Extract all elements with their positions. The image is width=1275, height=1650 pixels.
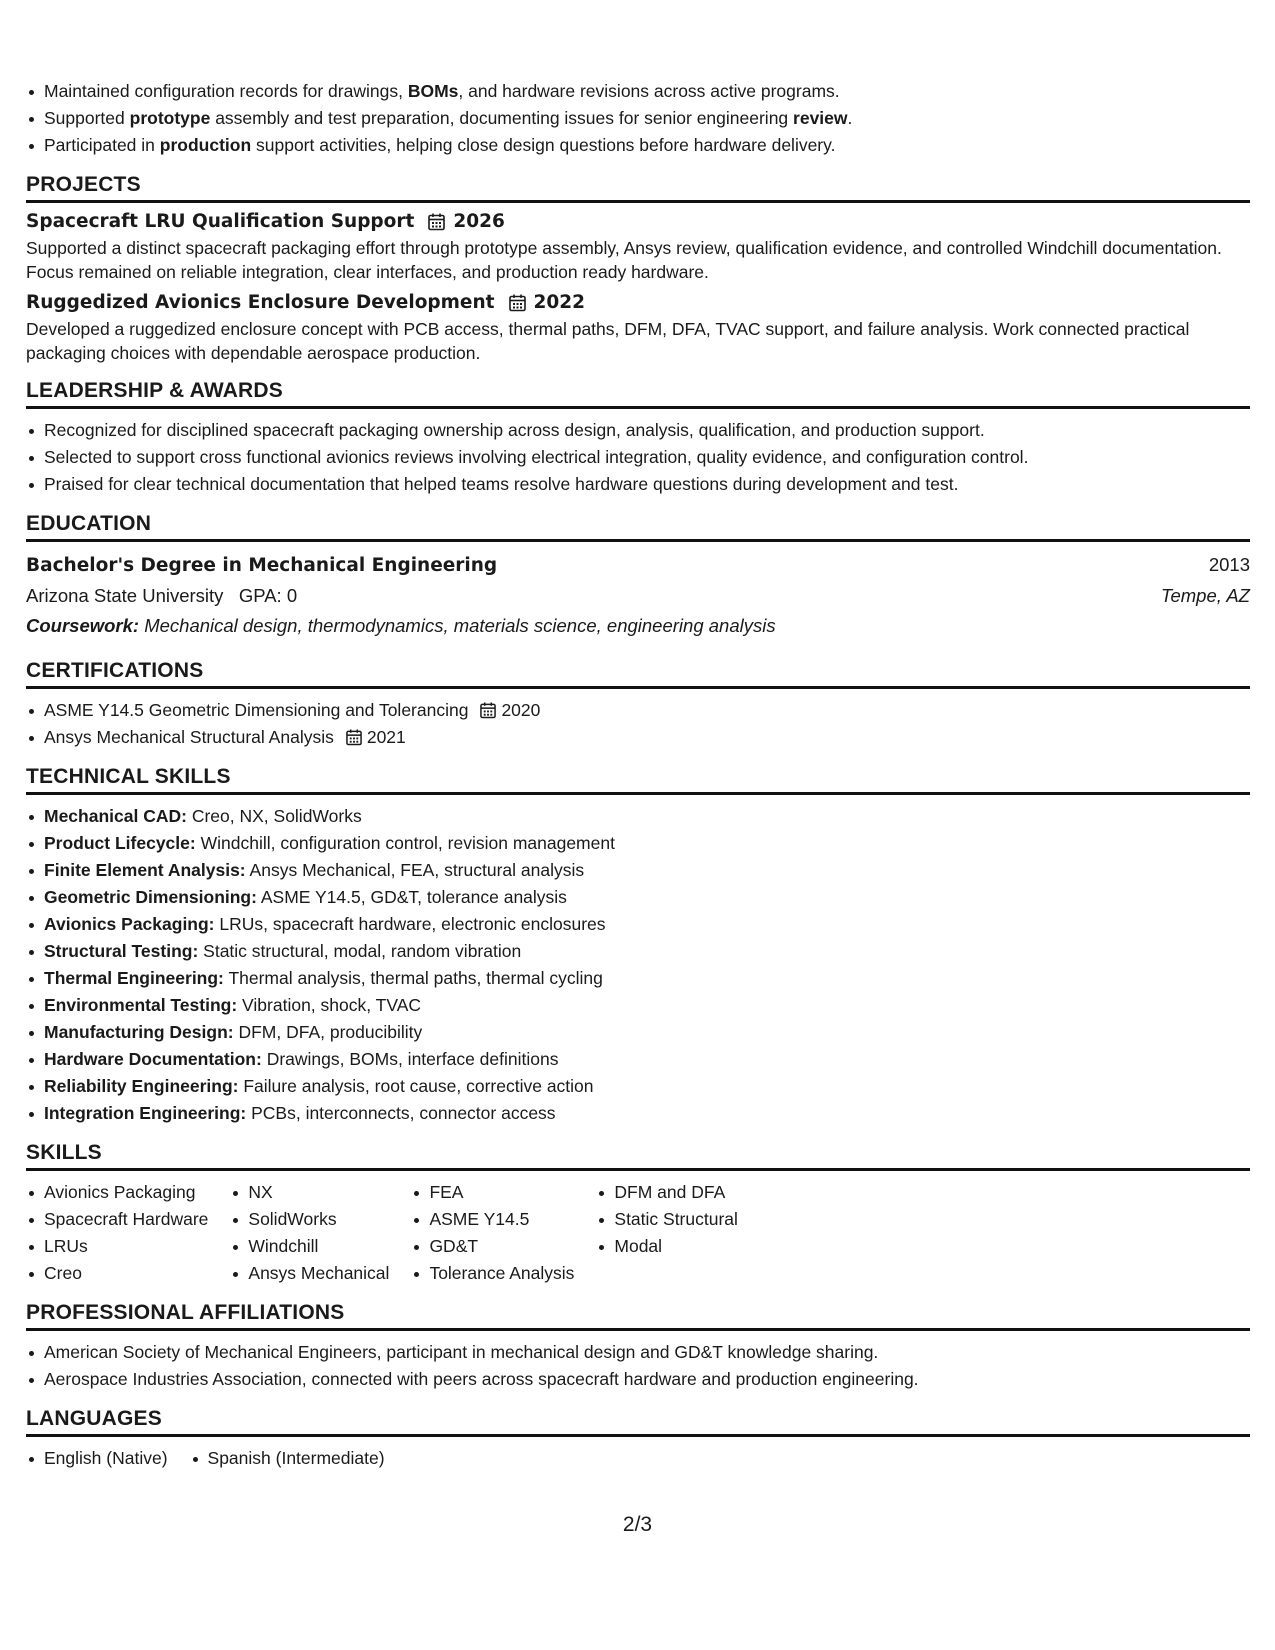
skill-item: Creo — [26, 1260, 208, 1287]
skill-item: Avionics Packaging — [26, 1179, 208, 1206]
skills-column — [230, 1179, 389, 1287]
skills-column — [596, 1179, 738, 1287]
list-item: Spanish (Intermediate) — [190, 1445, 385, 1472]
skill-item: Tolerance Analysis — [411, 1260, 574, 1287]
skills-column — [26, 1179, 208, 1287]
calendar-icon — [428, 213, 445, 231]
list-item — [26, 697, 1250, 724]
skill-item: NX — [230, 1179, 389, 1206]
school-location: Tempe, AZ — [1160, 585, 1250, 606]
technical-skill-item: Manufacturing Design: DFM, DFA, producibility — [26, 1019, 1250, 1046]
project-name: Ruggedized Avionics Enclosure Development — [26, 292, 495, 313]
certification-year: 2021 — [366, 727, 406, 747]
education-heading: EDUCATION — [26, 512, 1250, 542]
experience-bullet: Supported prototype assembly and test preparation, documenting issues for senior engineering review. — [26, 105, 1250, 132]
skill-item: Static Structural — [596, 1206, 738, 1233]
graduation-year: 2013 — [1208, 554, 1250, 575]
experience-bullets — [26, 78, 1250, 159]
skill-item: LRUs — [26, 1233, 208, 1260]
technical-skill-item: Reliability Engineering: Failure analysis, root cause, corrective action — [26, 1073, 1250, 1100]
calendar-icon — [480, 702, 496, 719]
project-year: 2026 — [453, 211, 505, 232]
project-item — [26, 211, 1250, 284]
skill-item: Windchill — [230, 1233, 389, 1260]
list-item: Selected to support cross functional avionics reviews involving electrical integration, quality evidence, and configuration control. — [26, 444, 1250, 471]
resume-page — [26, 78, 1250, 1472]
technical-skill-item: Thermal Engineering: Thermal analysis, thermal paths, thermal cycling — [26, 965, 1250, 992]
skill-item: Ansys Mechanical — [230, 1260, 389, 1287]
list-item: Aerospace Industries Association, connected with peers across spacecraft hardware and production engineering. — [26, 1366, 1250, 1393]
certification-year: 2020 — [501, 700, 541, 720]
technical-skill-item: Geometric Dimensioning: ASME Y14.5, GD&T, tolerance analysis — [26, 884, 1250, 911]
list-item: American Society of Mechanical Engineers, participant in mechanical design and GD&T knowledge sharing. — [26, 1339, 1250, 1366]
skill-item: Modal — [596, 1233, 738, 1260]
technical-skill-item: Structural Testing: Static structural, modal, random vibration — [26, 938, 1250, 965]
leadership-list — [26, 417, 1250, 498]
skills-heading: SKILLS — [26, 1141, 1250, 1171]
skills-column — [411, 1179, 574, 1287]
leadership-heading: LEADERSHIP & AWARDS — [26, 379, 1250, 409]
coursework: Mechanical design, thermodynamics, materials science, engineering analysis — [144, 615, 776, 636]
list-item: English (Native) — [26, 1445, 168, 1472]
project-description: Developed a ruggedized enclosure concept with PCB access, thermal paths, DFM, DFA, TVAC support, and failure analysis. Work connected practical packaging choices with dependable aerospace production. — [26, 319, 1190, 363]
skills-grid — [26, 1179, 1250, 1287]
calendar-icon — [509, 294, 526, 312]
list-item — [26, 724, 1250, 751]
project-item — [26, 292, 1250, 365]
certifications-heading: CERTIFICATIONS — [26, 659, 1250, 689]
experience-bullet: Maintained configuration records for drawings, BOMs, and hardware revisions across active programs. — [26, 78, 1250, 105]
list-item: Recognized for disciplined spacecraft packaging ownership across design, analysis, qualification, and production support. — [26, 417, 1250, 444]
technical-skills-list — [26, 803, 1250, 1127]
projects-heading: PROJECTS — [26, 173, 1250, 203]
degree: Bachelor's Degree in Mechanical Engineering — [26, 555, 498, 576]
page-number: 2/3 — [622, 1513, 653, 1536]
list-item: Praised for clear technical documentation that helped teams resolve hardware questions during development and test. — [26, 471, 1250, 498]
coursework-label: Coursework: — [26, 615, 140, 636]
certification-name: Ansys Mechanical Structural Analysis — [44, 727, 334, 747]
project-name: Spacecraft LRU Qualification Support — [26, 211, 415, 232]
technical-skill-item: Avionics Packaging: LRUs, spacecraft hardware, electronic enclosures — [26, 911, 1250, 938]
technical-skill-item: Mechanical CAD: Creo, NX, SolidWorks — [26, 803, 1250, 830]
education-entry — [26, 550, 1250, 641]
gpa: GPA: 0 — [238, 585, 298, 606]
project-description: Supported a distinct spacecraft packaging effort through prototype assembly, Ansys review, qualification evidence, and controlled Windchill documentation. Focus remained on reliable integration, clear interfaces, and production ready hardware. — [26, 238, 1222, 282]
skill-item: FEA — [411, 1179, 574, 1206]
skill-item: ASME Y14.5 — [411, 1206, 574, 1233]
school-name: Arizona State University — [26, 585, 224, 606]
technical-skill-item: Hardware Documentation: Drawings, BOMs, interface definitions — [26, 1046, 1250, 1073]
skill-item: DFM and DFA — [596, 1179, 738, 1206]
project-year: 2022 — [533, 292, 585, 313]
technical-skill-item: Environmental Testing: Vibration, shock, TVAC — [26, 992, 1250, 1019]
skill-item: GD&T — [411, 1233, 574, 1260]
technical-skill-item: Integration Engineering: PCBs, interconnects, connector access — [26, 1100, 1250, 1127]
technical-skill-item: Product Lifecycle: Windchill, configuration control, revision management — [26, 830, 1250, 857]
languages-list — [26, 1445, 1250, 1472]
calendar-icon — [346, 729, 362, 746]
technical-skills-heading: TECHNICAL SKILLS — [26, 765, 1250, 795]
certifications-list — [26, 697, 1250, 751]
affiliations-heading: PROFESSIONAL AFFILIATIONS — [26, 1301, 1250, 1331]
technical-skill-item: Finite Element Analysis: Ansys Mechanical, FEA, structural analysis — [26, 857, 1250, 884]
skill-item: SolidWorks — [230, 1206, 389, 1233]
affiliations-list — [26, 1339, 1250, 1393]
experience-bullet: Participated in production support activities, helping close design questions before hardware delivery. — [26, 132, 1250, 159]
certification-name: ASME Y14.5 Geometric Dimensioning and Tolerancing — [44, 700, 469, 720]
skill-item: Spacecraft Hardware — [26, 1206, 208, 1233]
languages-heading: LANGUAGES — [26, 1407, 1250, 1437]
